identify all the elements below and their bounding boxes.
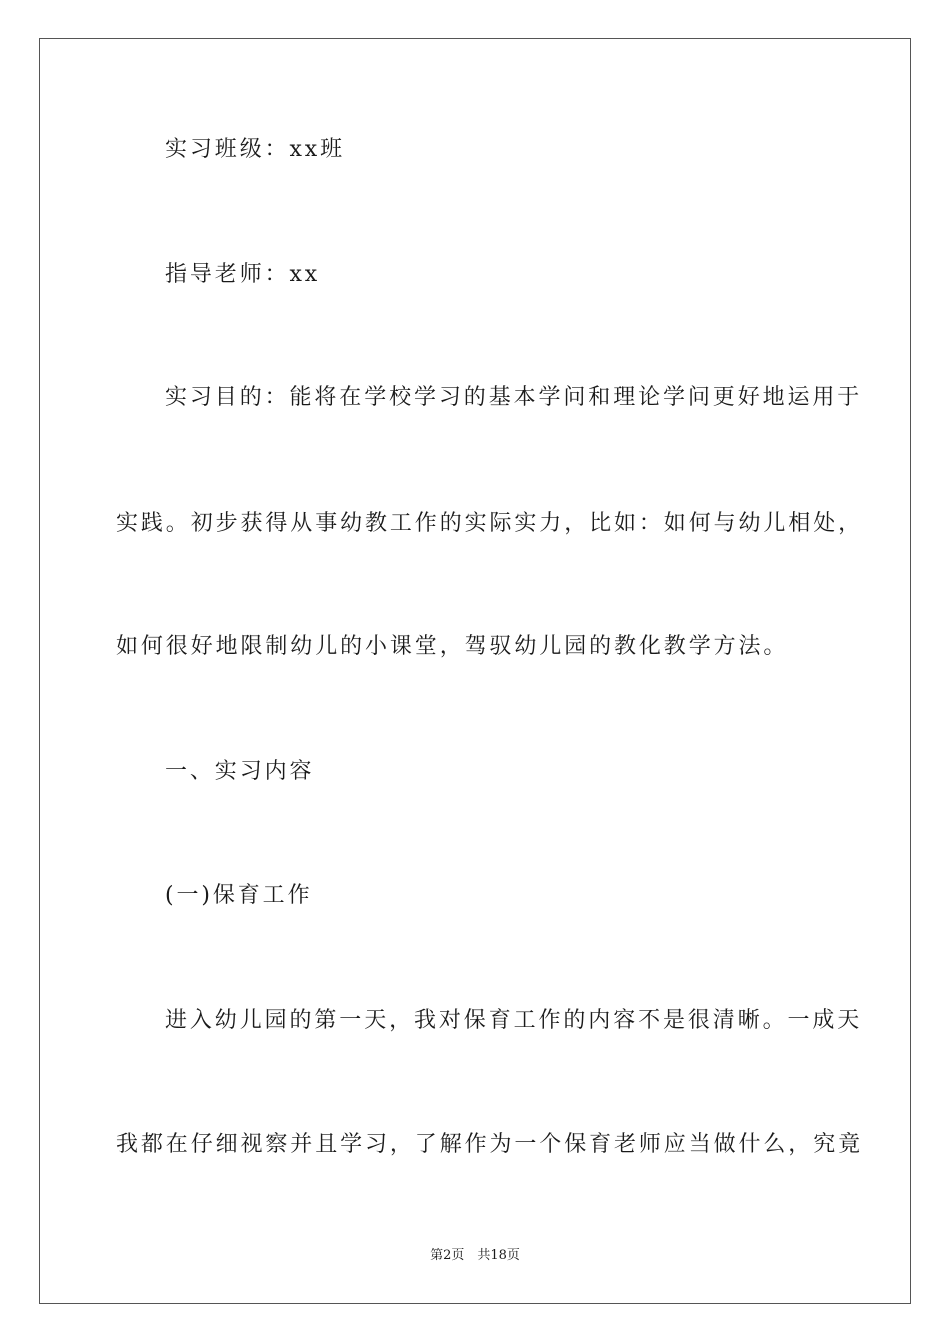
body-paragraph-line-1: 进入幼儿园的第一天，我对保育工作的内容不是很清晰。一成天 [165,1008,863,1033]
page-number-footer: 第2页 共18页 [430,1248,520,1263]
subsection-heading: (一)保育工作 [165,883,313,908]
class-line: 实习班级：xx班 [165,137,346,162]
page-frame [39,38,911,1304]
purpose-paragraph-line-1: 实习目的：能将在学校学习的基本学问和理论学问更好地运用于 [165,385,863,410]
purpose-paragraph-line-3: 如何很好地限制幼儿的小课堂，驾驭幼儿园的教化教学方法。 [116,634,789,659]
section-heading: 一、实习内容 [165,759,315,784]
instructor-line: 指导老师：xx [165,262,321,287]
body-paragraph-line-2: 我都在仔细视察并且学习，了解作为一个保育老师应当做什么，究竟 [116,1132,864,1157]
purpose-paragraph-line-2: 实践。初步获得从事幼教工作的实际实力，比如：如何与幼儿相处， [116,511,864,536]
